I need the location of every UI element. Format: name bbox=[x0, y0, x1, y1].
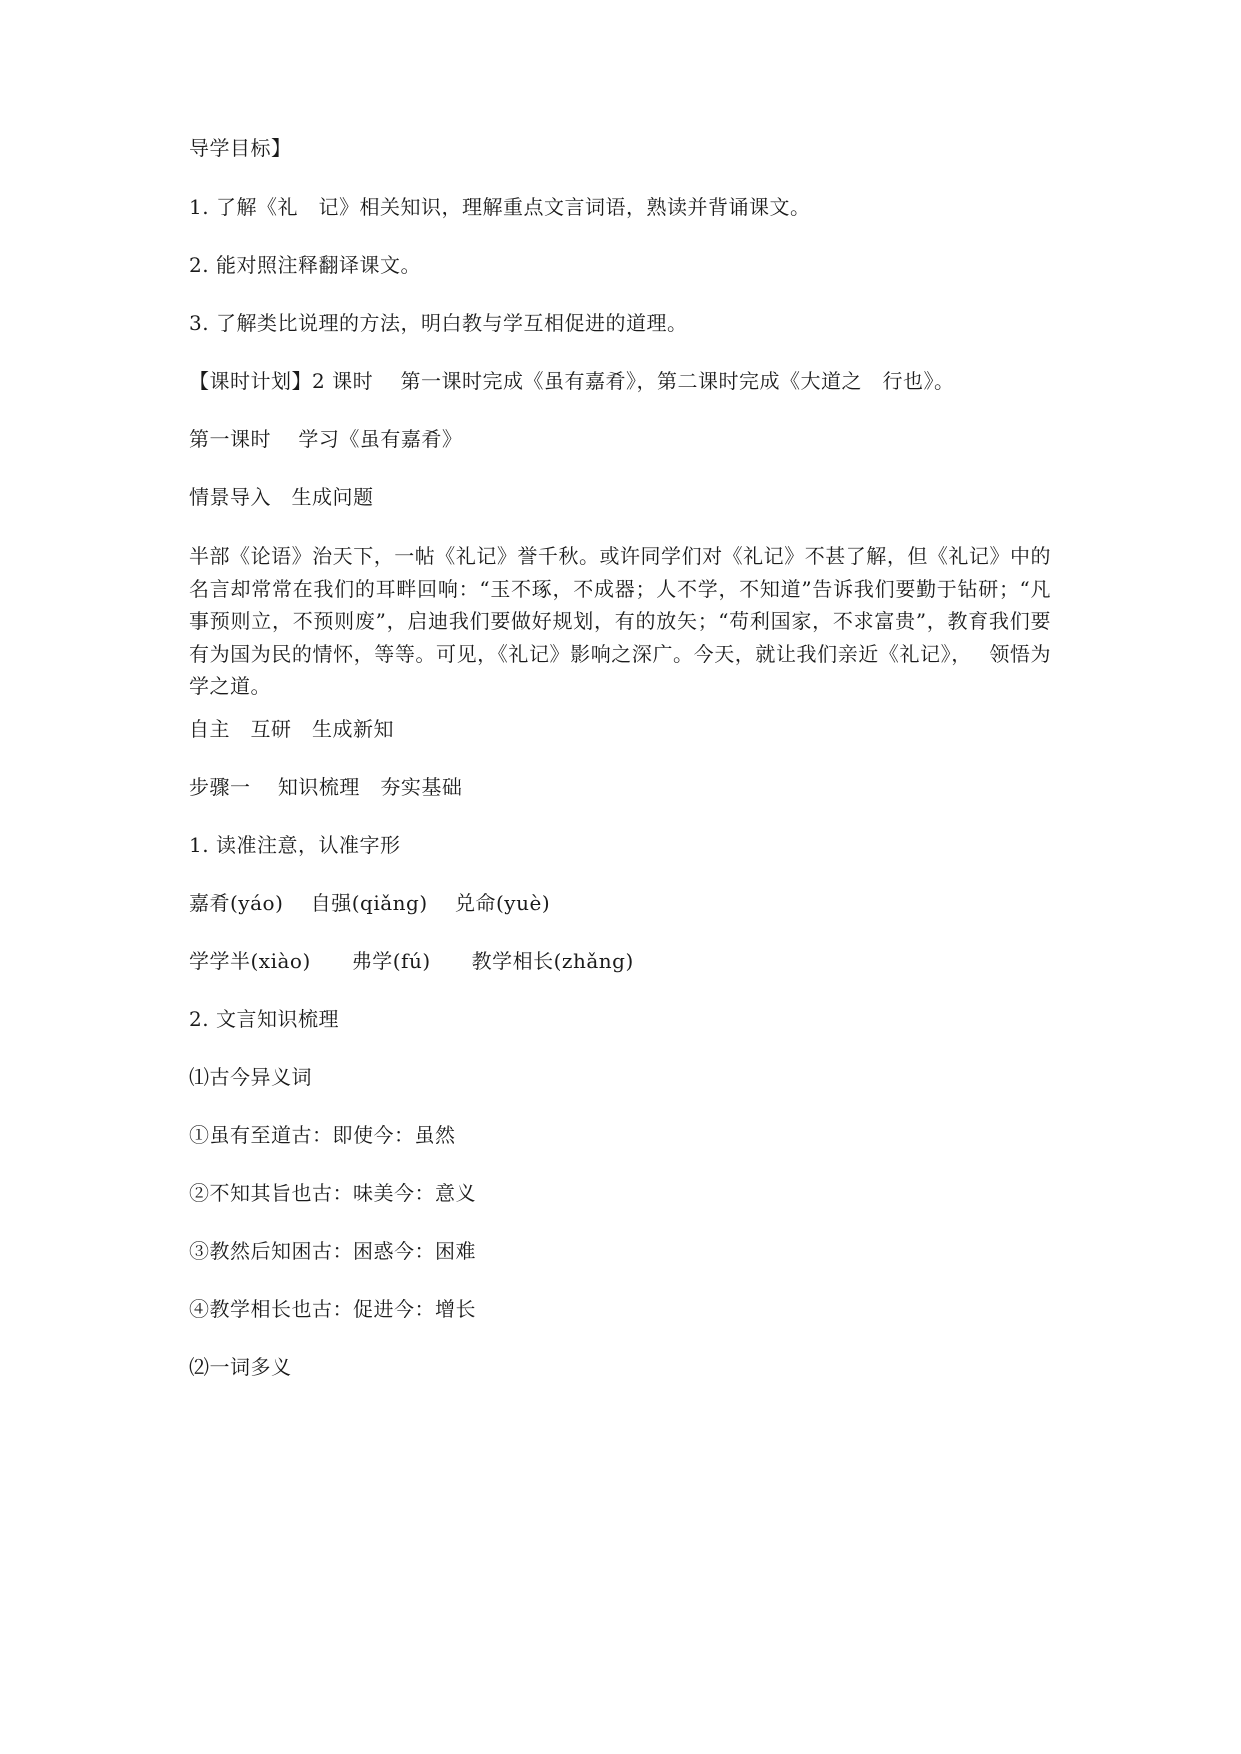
section-self-study-heading: 自主 互研 生成新知 bbox=[189, 717, 394, 741]
pinyin-row-2: 学学半(xiào) 弗学(fú) 教学相长(zhǎng) bbox=[189, 949, 634, 973]
item-classical-knowledge: 2. 文言知识梳理 bbox=[189, 1007, 339, 1031]
word-item-2: ②不知其旨也古：味美今：意义 bbox=[189, 1181, 476, 1205]
step-one-heading: 步骤一 知识梳理 夯实基础 bbox=[189, 775, 463, 799]
pinyin-row-1: 嘉肴(yáo) 自强(qiǎng) 兑命(yuè) bbox=[189, 891, 551, 915]
sub-heading-ancient-modern: ⑴古今异义词 bbox=[189, 1065, 312, 1089]
goal-item-3: 3. 了解类比说理的方法，明白教与学互相促进的道理。 bbox=[189, 311, 688, 335]
section-intro-heading: 情景导入 生成问题 bbox=[189, 485, 374, 509]
lesson-plan: 【课时计划】2 课时 第一课时完成《虽有嘉肴》，第二课时完成《大道之 行也》。 bbox=[189, 369, 955, 393]
word-item-4: ④教学相长也古：促进今：增长 bbox=[189, 1297, 476, 1321]
sub-heading-polysemy: ⑵一词多义 bbox=[189, 1355, 292, 1379]
word-item-1: ①虽有至道古：即使今：虽然 bbox=[189, 1123, 456, 1147]
item-pronunciation: 1. 读准注意，认准字形 bbox=[189, 833, 401, 857]
goal-item-2: 2. 能对照注释翻译课文。 bbox=[189, 253, 421, 277]
section-heading: 导学目标】 bbox=[189, 136, 292, 160]
lesson-title: 第一课时 学习《虽有嘉肴》 bbox=[189, 427, 463, 451]
word-item-3: ③教然后知困古：困惑今：困难 bbox=[189, 1239, 476, 1263]
intro-paragraph: 半部《论语》治天下，一帖《礼记》誉千秋。或许同学们对《礼记》不甚了解，但《礼记》中的名言却常常在我们的耳畔回响：“玉不琢，不成器；人不学，不知道”告诉我们要勤于钻研；“凡事预则立，不预则废”，启迪我们要做好规划，有的放矢；“苟利国家，不求富贵”，教育我们要有为国为民的情怀，等等。可见，《礼记》影响之深广。今天，就让我们亲近《礼记》， 领悟为学之道。 bbox=[189, 544, 1051, 698]
goal-item-1: 1. 了解《礼 记》相关知识，理解重点文言词语，熟读并背诵课文。 bbox=[189, 195, 811, 219]
